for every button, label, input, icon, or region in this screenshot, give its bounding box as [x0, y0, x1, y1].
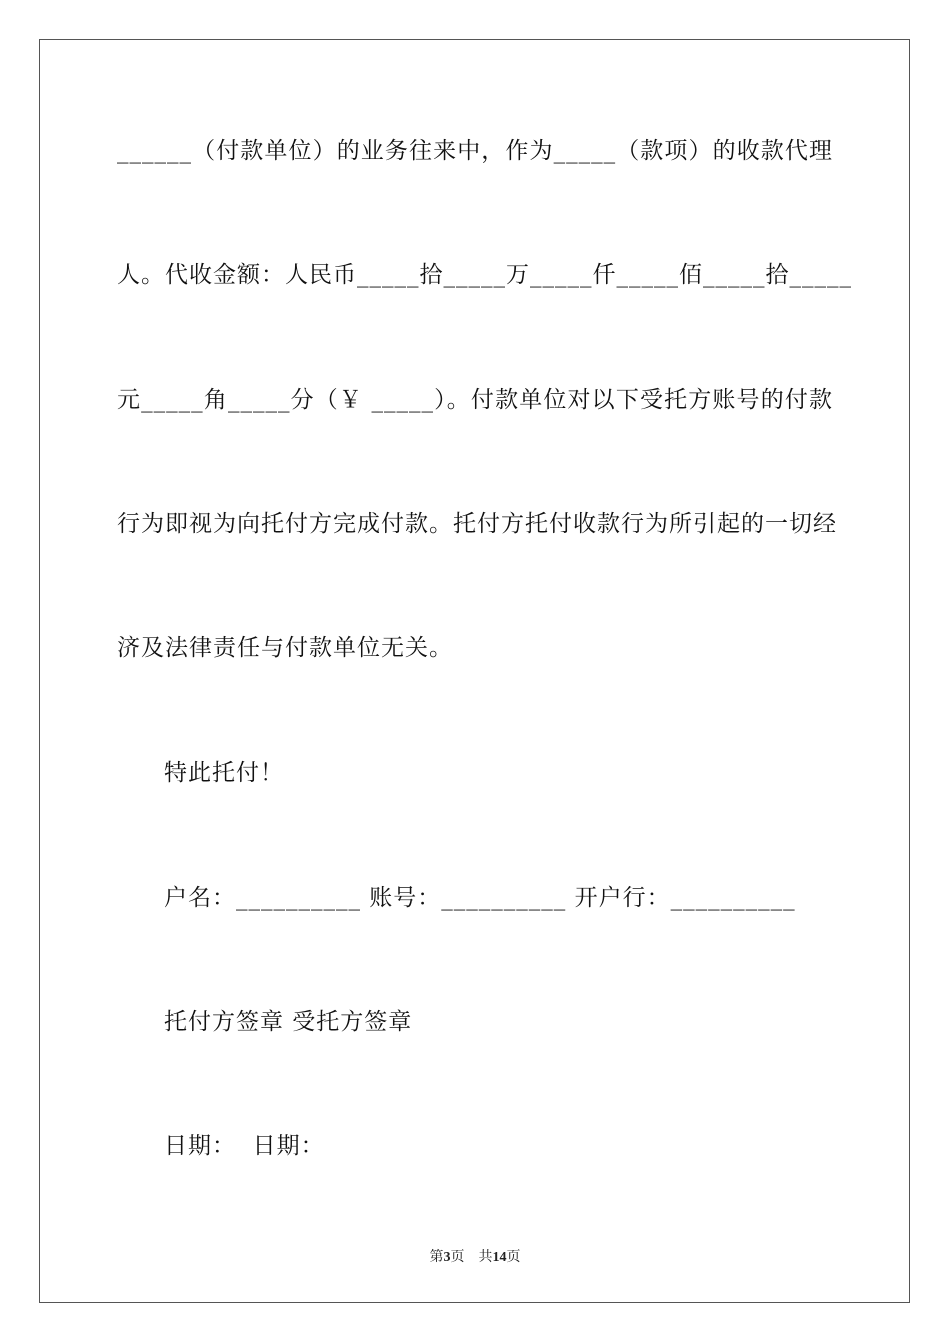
total-prefix: 共 — [478, 1250, 493, 1265]
page-border — [39, 39, 910, 1303]
account-info-line: 户名：__________ 账号：__________ 开户行：__________ — [164, 885, 796, 911]
page-prefix: 第 — [429, 1250, 444, 1265]
page-suffix: 页 — [450, 1250, 465, 1265]
date-line: 日期： 日期： — [164, 1133, 325, 1159]
body-line-1: ______（付款单位）的业务往来中，作为_____（款项）的收款代理 — [117, 138, 833, 164]
body-line-4: 行为即视为向托付方完成付款。托付方托付收款行为所引起的一切经 — [117, 511, 837, 537]
total-pages: 14 — [492, 1250, 507, 1265]
body-line-3: 元_____角_____分（￥ _____）。付款单位对以下受托方账号的付款 — [117, 387, 833, 413]
body-line-5: 济及法律责任与付款单位无关。 — [117, 635, 453, 661]
closing-text: 特此托付！ — [164, 760, 284, 786]
page-number: 3 — [443, 1250, 451, 1265]
page-footer — [0, 1246, 950, 1266]
total-suffix: 页 — [506, 1250, 521, 1265]
signature-line: 托付方签章 受托方签章 — [164, 1009, 413, 1035]
body-line-2: 人。代收金额：人民币_____拾_____万_____仟_____佰_____拾_____ — [117, 262, 852, 288]
